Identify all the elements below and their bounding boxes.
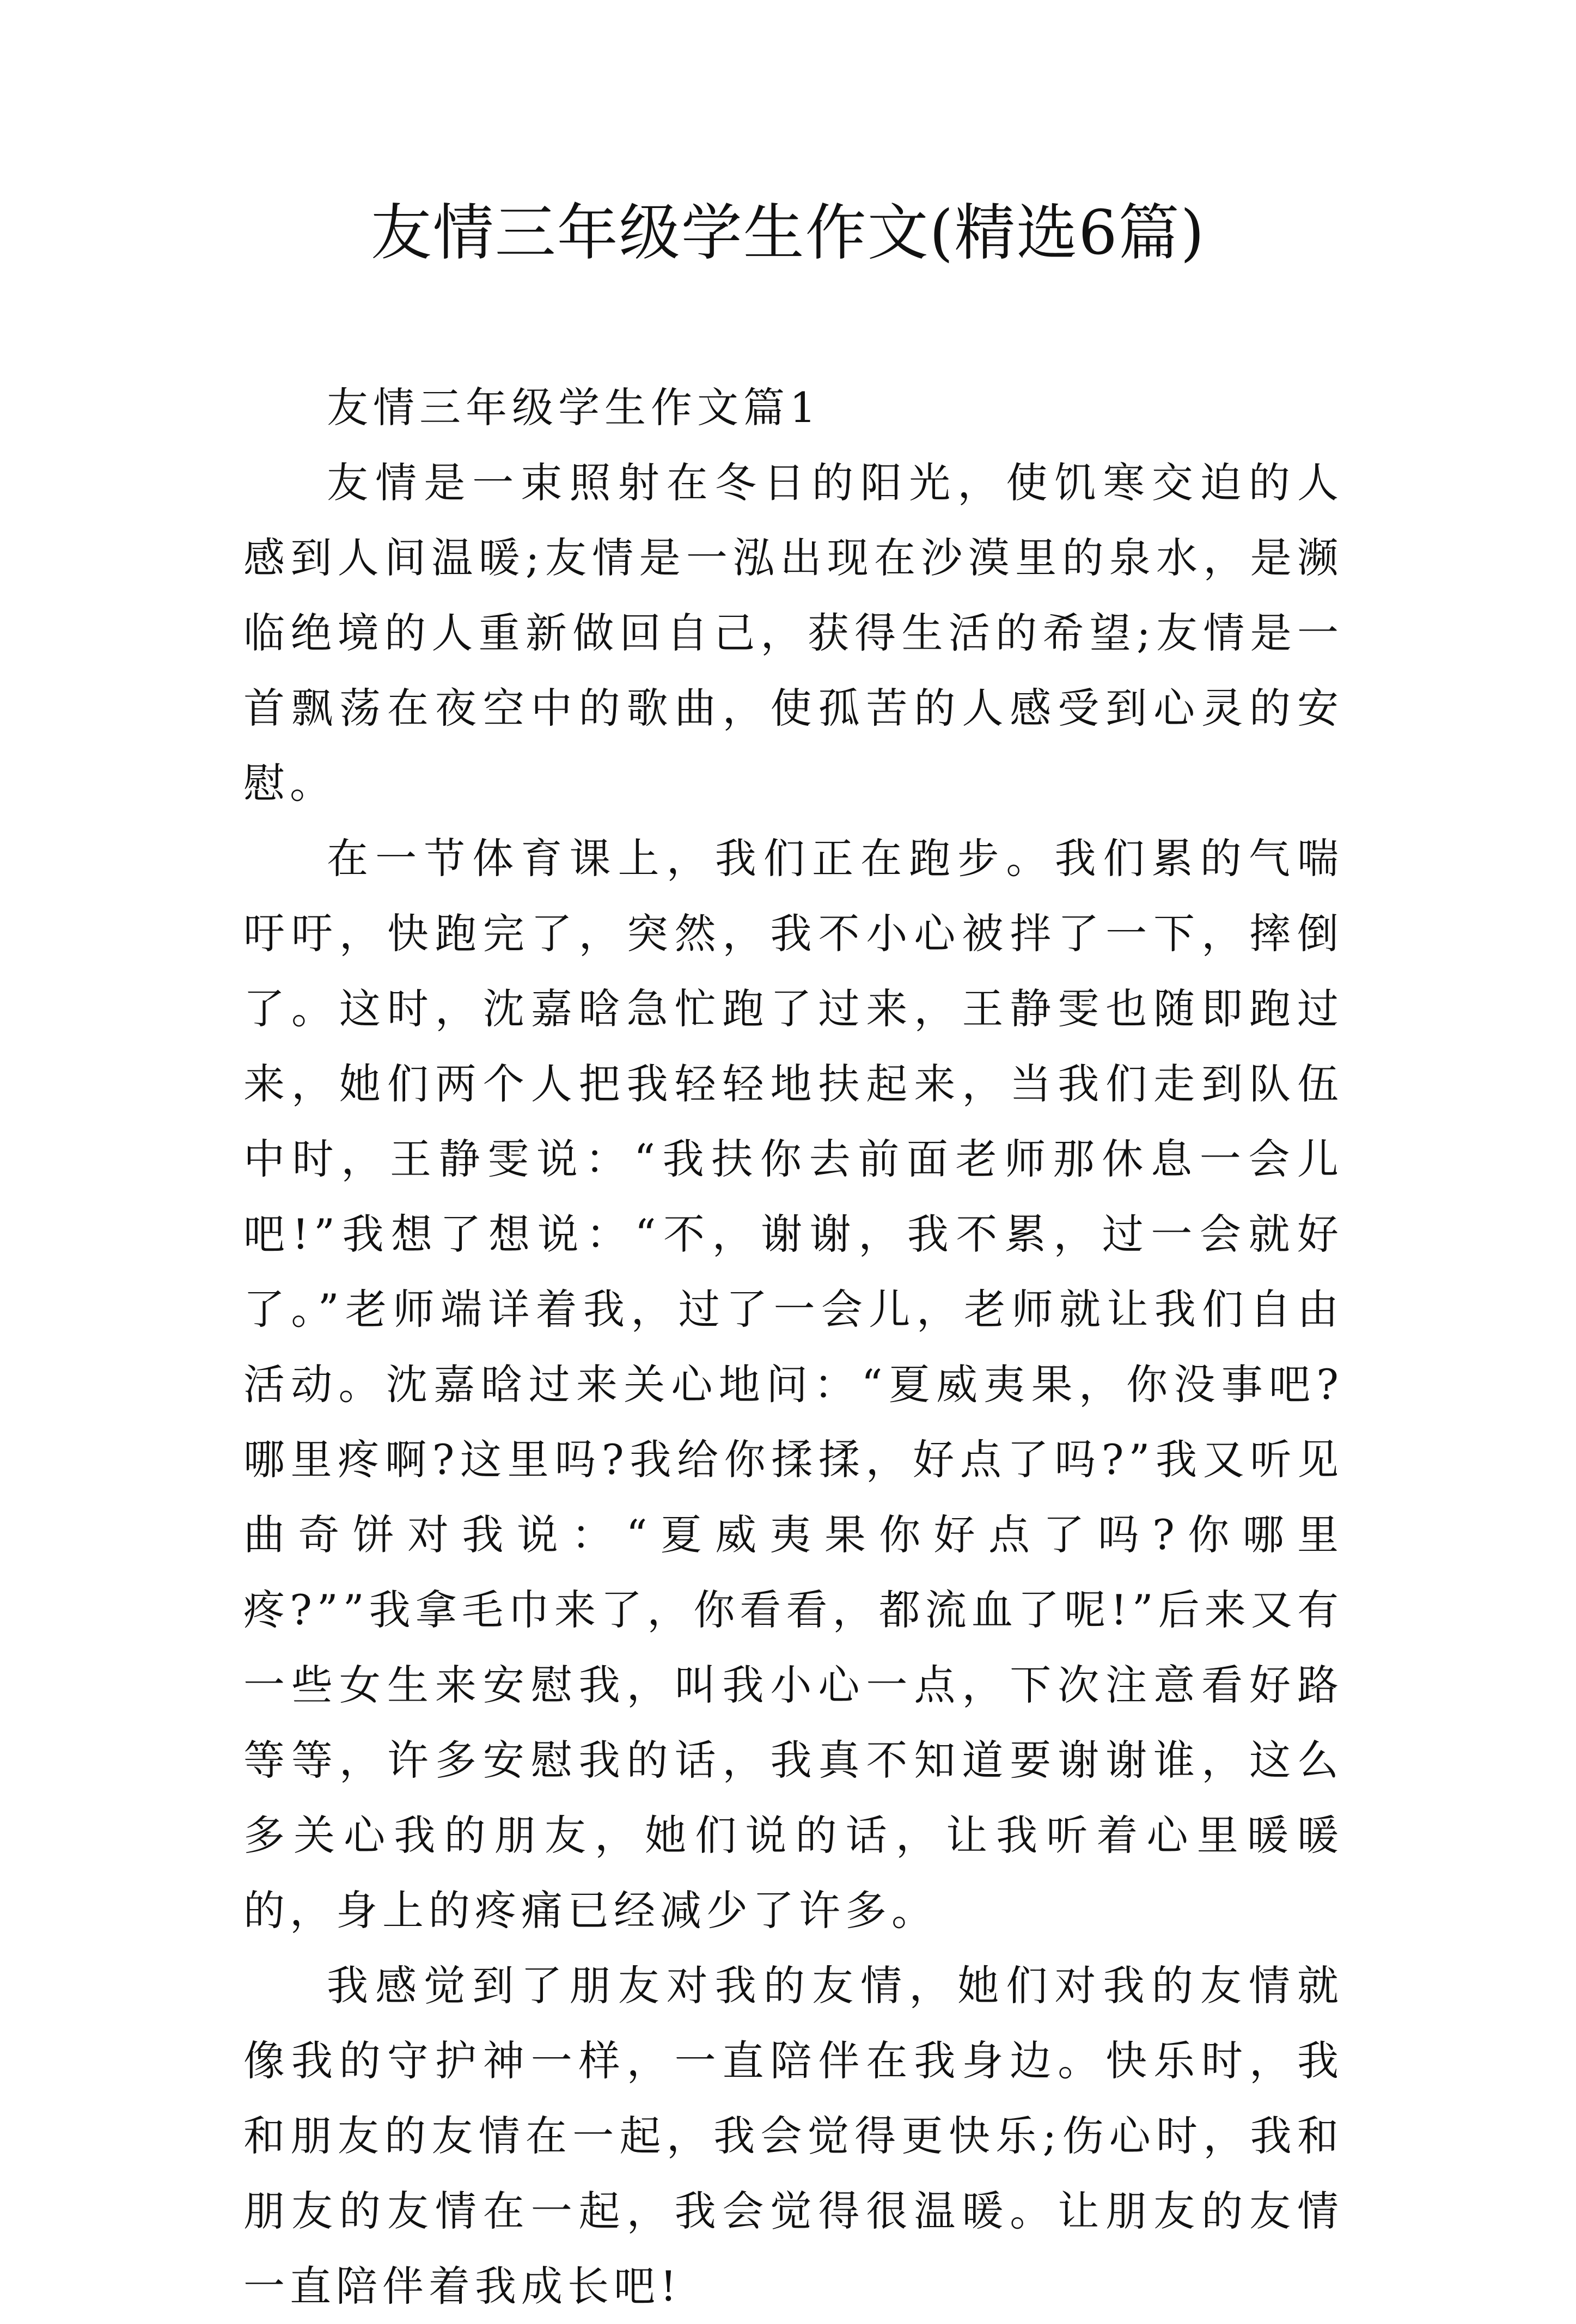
document-body [243, 370, 1343, 2324]
section-heading: 友情三年级学生作文篇1 [327, 383, 821, 432]
paragraph-2: 在一节体育课上，我们正在跑步。我们累的气喘吁吁，快跑完了，突然，我不小心被拌了一下，摔倒了。这时，沈嘉晗急忙跑了过来，王静雯也随即跑过来，她们两个人把我轻轻地扶起来，当我们走到队伍中时，王静雯说：“我扶你去前面老师那休息一会儿吧!”我想了想说：“不，谢谢，我不累，过一会就好了。”老师端详着我，过了一会儿，老师就让我们自由活动。沈嘉晗过来关心地问：“夏威夷果，你没事吧?哪里疼啊?这里吗?我给你揉揉，好点了吗?”我又听见曲奇饼对我说：“夏威夷果你好点了吗?你哪里疼?””我拿毛巾来了，你看看，都流血了呢!”后来又有一些女生来安慰我，叫我小心一点，下次注意看好路等等，许多安慰我的话，我真不知道要谢谢谁，这么多关心我的朋友，她们说的话，让我听着心里暖暖的，身上的疼痛已经减少了许多。 [243, 834, 1343, 1935]
paragraph-3: 我感觉到了朋友对我的友情，她们对我的友情就像我的守护神一样，一直陪伴在我身边。快乐时，我和朋友的友情在一起，我会觉得更快乐;伤心时，我和朋友的友情在一起，我会觉得很温暖。让朋友的友情一直陪伴着我成长吧! [243, 1961, 1343, 2310]
document-title: 友情三年级学生作文(精选6篇) [370, 198, 1206, 268]
paragraph-1: 友情是一束照射在冬日的阳光，使饥寒交迫的人感到人间温暖;友情是一泓出现在沙漠里的泉水，是濒临绝境的人重新做回自己，获得生活的希望;友情是一首飘荡在夜空中的歌曲，使孤苦的人感受到心灵的安慰。 [243, 458, 1343, 808]
